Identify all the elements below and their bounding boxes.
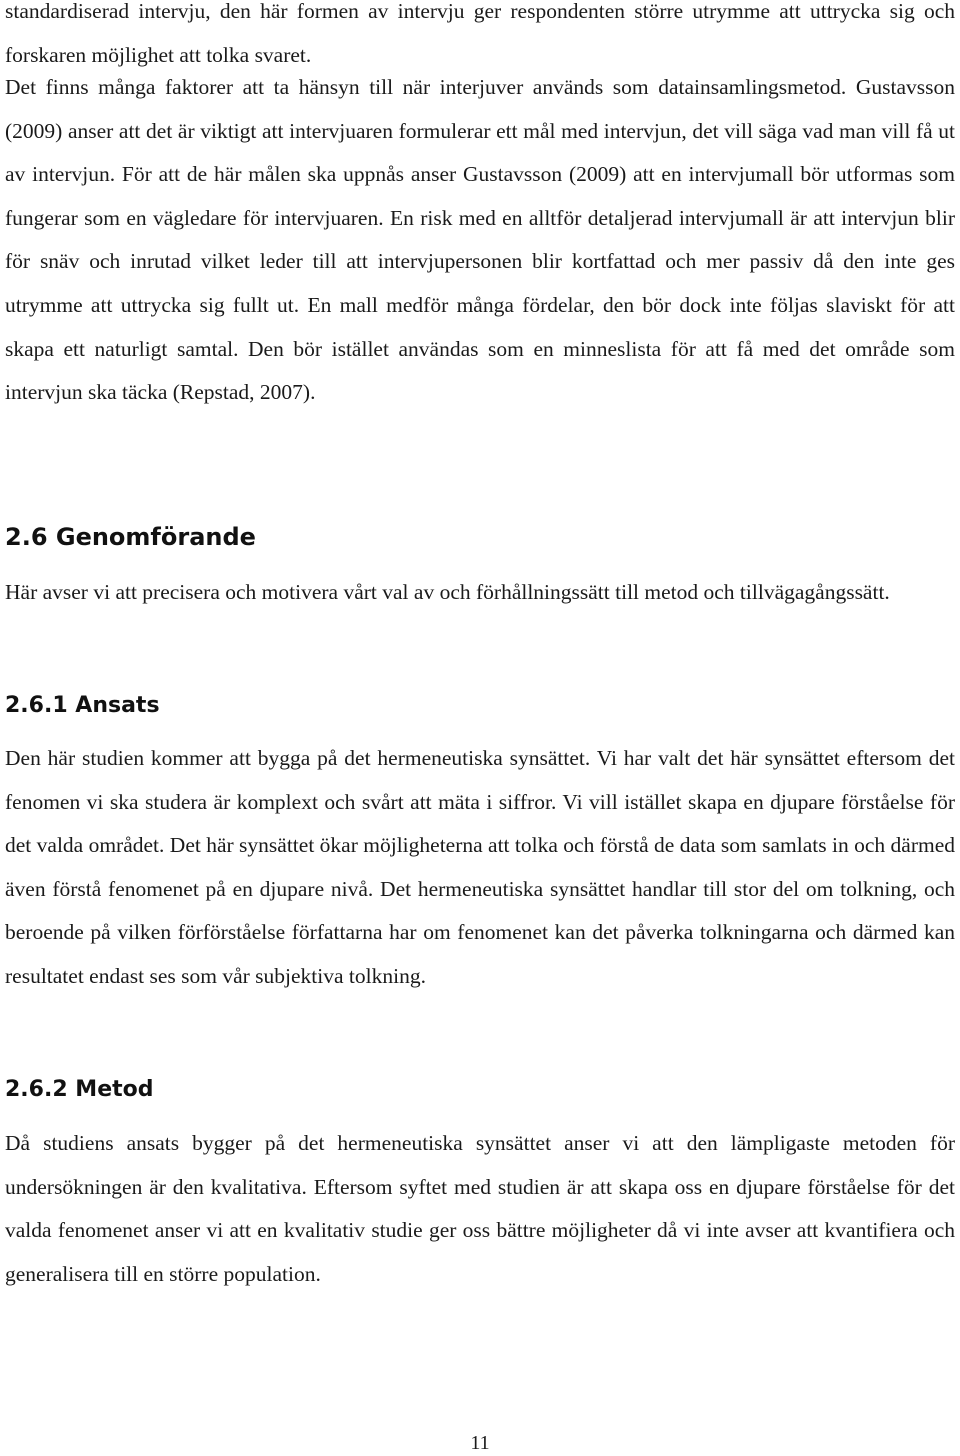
paragraph-interview-factors: Det finns många faktorer att ta hänsyn till när interjuver används som datainsamlingsmetod. Gustavsson (2009) anser att det är viktigt att intervjuaren formulerar ett mål med intervjun, det vill säga vad man vill få ut av intervjun. För att de här målen ska uppnås anser Gustavsson (2009) att en intervjumall bör utformas som fungerar som en vägledare för intervjuaren. En risk med en alltför detaljerad intervjumall är att intervjun blir för snäv och inrutad vilket leder till att intervjupersonen blir kortfattad och mer passiv då den inte ges utrymme att uttrycka sig fullt ut. En mall medför många fördelar, den bör dock inte följas slaviskt för att skapa ett naturligt samtal. Den bör istället användas som en minneslista för att få med det område som intervjun ska täcka (Repstad, 2007). <box>5 75 955 405</box>
subsection-heading-ansats: 2.6.1 Ansats <box>5 693 160 718</box>
paragraph-ansats: Den här studien kommer att bygga på det hermeneutiska synsättet. Vi har valt det här synsättet eftersom det fenomen vi ska studera är komplext och svårt att mäta i siffror. Vi vill istället skapa en djupare förståelse för det valda området. Det här synsättet ökar möjligheterna att tolka och förstå de data som samlats in och därmed även förstå fenomenet på en djupare nivå. Det hermeneutiska synsättet handlar till stor del om tolkning, och beroende på vilken förförståelse författarna har om fenomenet kan det påverka tolkningarna och därmed kan resultatet endast ses som vår subjektiva tolkning. <box>5 746 955 988</box>
paragraph-genomforande: Här avser vi att precisera och motivera vårt val av och förhållningssätt till metod och tillvägagångssätt. <box>5 580 890 604</box>
paragraph-interview-intro: standardiserad intervju, den här formen av intervju ger respondenten större utrymme att uttrycka sig och forskaren möjlighet att tolka svaret. <box>5 0 955 67</box>
section-heading-genomforande: 2.6 Genomförande <box>5 523 256 551</box>
paragraph-metod: Då studiens ansats bygger på det hermeneutiska synsättet anser vi att den lämpligaste metoden för undersökningen är den kvalitativa. Eftersom syftet med studien är att skapa oss en djupare förståelse för det valda fenomenet anser vi att en kvalitativ studie ger oss bättre möjligheter då vi inte avser att kvantifiera och generalisera till en större population. <box>5 1131 955 1286</box>
page-number: 11 <box>470 1432 490 1454</box>
subsection-heading-metod: 2.6.2 Metod <box>5 1077 154 1102</box>
